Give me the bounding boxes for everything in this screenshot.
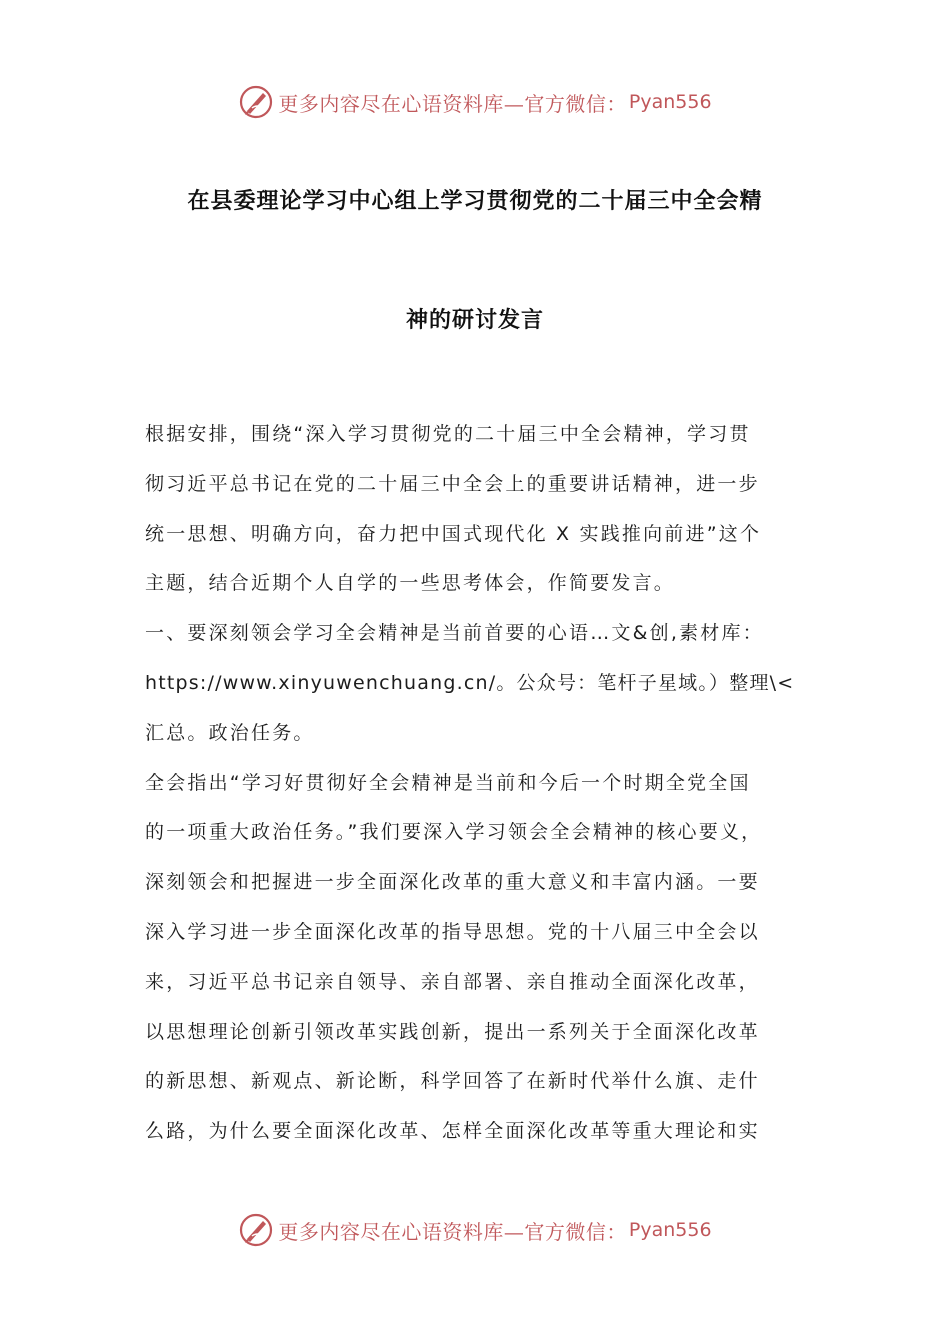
url-line: https://www.xinyuwenchuang.cn/。公众号：笔杆子星域。）整理\< — [145, 671, 795, 694]
pen-logo-icon — [238, 1212, 274, 1248]
banner-wechat-id: Pyan556 — [628, 91, 712, 113]
body-line: 深入学习进一步全面深化改革的指导思想。党的十八届三中全会以 — [145, 920, 760, 943]
section-heading-line: 汇总。政治任务。 — [145, 721, 315, 744]
body-line: 根据安排，围绕“深入学习贯彻党的二十届三中全会精神，学习贯 — [145, 423, 751, 445]
body-line: 彻习近平总书记在党的二十届三中全会上的重要讲话精神，进一步 — [145, 472, 760, 495]
body-line: 统一思想、明确方向，奋力把中国式现代化 X 实践推向前进”这个 — [145, 522, 762, 545]
body-line: 的新思想、新观点、新论断，科学回答了在新时代举什么旗、走什 — [145, 1070, 760, 1093]
banner-text: 更多内容尽在心语资料库—官方微信： — [278, 91, 627, 116]
body-line: 么路，为什么要全面深化改革、怎样全面深化改革等重大理论和实 — [145, 1120, 760, 1143]
body-line: 深刻领会和把握进一步全面深化改革的重大意义和丰富内涵。一要 — [145, 871, 760, 894]
pen-logo-icon — [238, 84, 274, 120]
banner-wechat-id: Pyan556 — [628, 1219, 712, 1241]
body-line: 以思想理论创新引领改革实践创新，提出一系列关于全面深化改革 — [145, 1020, 760, 1043]
body-line: 全会指出“学习好贯彻好全会精神是当前和今后一个时期全党全国 — [145, 771, 751, 794]
banner-text: 更多内容尽在心语资料库—官方微信： — [278, 1219, 627, 1244]
body-line: 的一项重大政治任务。”我们要深入学习领会全会精神的核心要义， — [145, 821, 763, 844]
body-line: 主题，结合近期个人自学的一些思考体会，作简要发言。 — [145, 572, 676, 595]
section-heading-line: 一、要深刻领会学习全会精神是当前首要的心语…文&创,素材库： — [145, 622, 764, 645]
header-banner — [0, 80, 950, 124]
document-body — [145, 417, 815, 1164]
document-title-line-1: 在县委理论学习中心组上学习贯彻党的二十届三中全会精 — [187, 189, 763, 214]
document-title-line-2: 神的研讨发言 — [405, 308, 544, 333]
body-line: 来，习近平总书记亲自领导、亲自部署、亲自推动全面深化改革， — [145, 970, 760, 993]
footer-banner — [0, 1208, 950, 1252]
